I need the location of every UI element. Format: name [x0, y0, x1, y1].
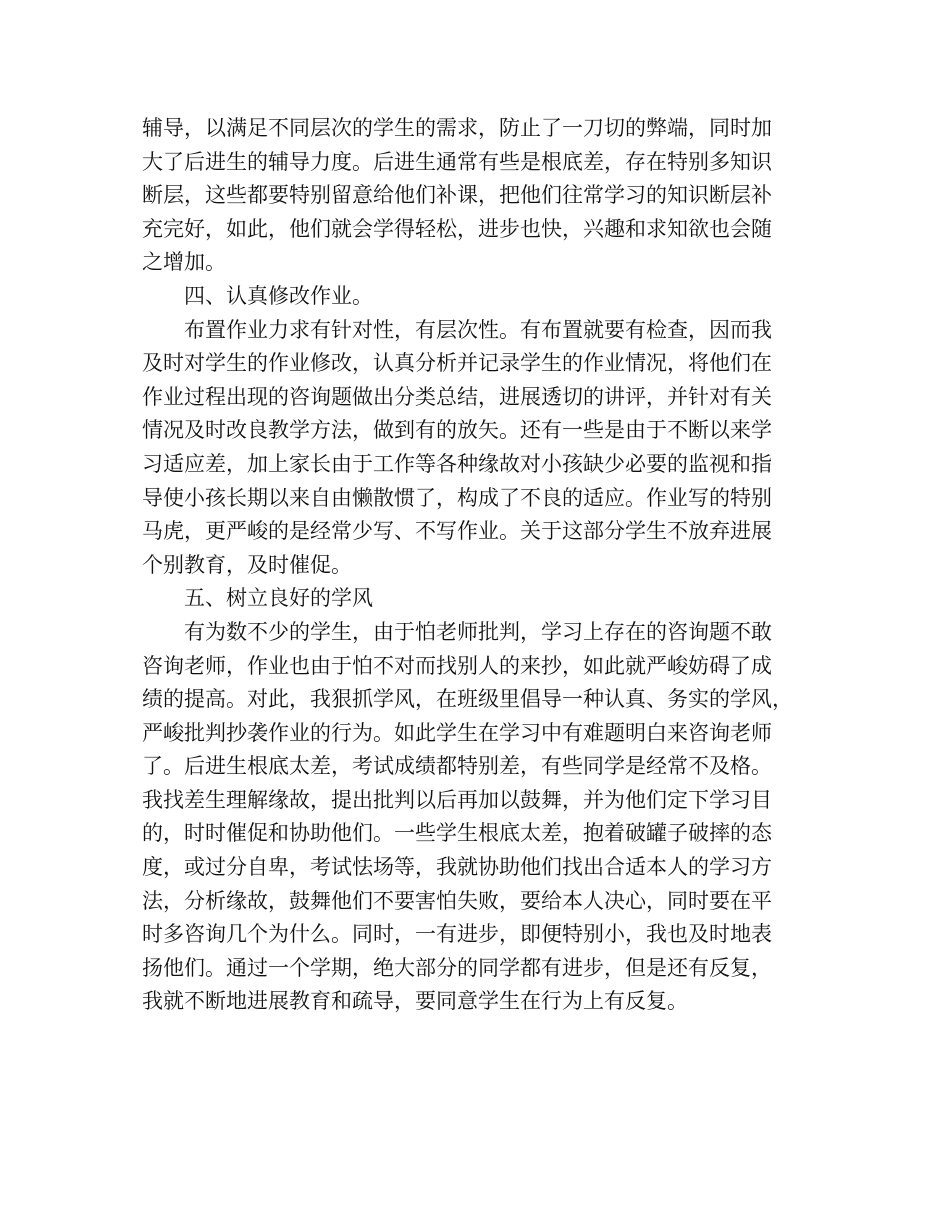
document-body [142, 112, 812, 1019]
text-line: 严峻批判抄袭作业的行为。如此学生在学习中有难题明白来咨询老师 [142, 720, 772, 745]
text-line: 布置作业力求有针对性，有层次性。有布置就要有检查，因而我 [184, 317, 772, 342]
body-paragraph [142, 314, 812, 583]
section-heading [142, 582, 812, 616]
text-line: 大了后进生的辅导力度。后进生通常有些是根底差，存在特别多知识 [142, 149, 772, 174]
text-line: 个别教育，及时催促。 [142, 552, 352, 577]
text-line: 我就不断地进展教育和疏导，要同意学生在行为上有反复。 [142, 989, 688, 1014]
text-line: 及时对学生的作业修改，认真分析并记录学生的作业情况，将他们在 [142, 351, 772, 376]
text-line: 情况及时改良教学方法，做到有的放矢。还有一些是由于不断以来学 [142, 418, 772, 443]
text-line: 导使小孩长期以来自由懒散惯了，构成了不良的适应。作业写的特别 [142, 485, 772, 510]
text-line: 断层，这些都要特别留意给他们补课，把他们往常学习的知识断层补 [142, 183, 772, 208]
text-line: 作业过程出现的咨询题做出分类总结，进展透切的讲评，并针对有关 [142, 384, 772, 409]
body-paragraph [142, 616, 812, 1019]
text-line: 有为数不少的学生，由于怕老师批判，学习上存在的咨询题不敢 [184, 619, 772, 644]
text-line: 时多咨询几个为什么。同时，一有进步，即便特别小，我也及时地表 [142, 922, 772, 947]
text-line: 法，分析缘故，鼓舞他们不要害怕失败，要给本人决心，同时要在平 [142, 888, 772, 913]
text-line: 的，时时催促和协助他们。一些学生根底太差，抱着破罐子破摔的态 [142, 821, 772, 846]
text-line: 度，或过分自卑，考试怯场等，我就协助他们找出合适本人的学习方 [142, 855, 772, 880]
text-line: 绩的提高。对此，我狠抓学风，在班级里倡导一种认真、务实的学风， [142, 687, 793, 712]
text-line: 马虎，更严峻的是经常少写、不写作业。关于这部分学生不放弃进展 [142, 519, 772, 544]
text-line: 四、认真修改作业。 [184, 283, 373, 308]
section-heading [142, 280, 812, 314]
text-line: 我找差生理解缘故，提出批判以后再加以鼓舞，并为他们定下学习目 [142, 787, 772, 812]
text-line: 之增加。 [142, 250, 226, 275]
text-line: 了。后进生根底太差，考试成绩都特别差，有些同学是经常不及格。 [142, 754, 772, 779]
text-line: 扬他们。通过一个学期，绝大部分的同学都有进步，但是还有反复， [142, 955, 772, 980]
text-line: 习适应差，加上家长由于工作等各种缘故对小孩缺少必要的监视和指 [142, 451, 772, 476]
text-line: 咨询老师，作业也由于怕不对而找别人的来抄，如此就严峻妨碍了成 [142, 653, 772, 678]
body-paragraph [142, 112, 812, 280]
text-line: 五、树立良好的学风 [184, 586, 373, 611]
text-line: 辅导，以满足不同层次的学生的需求，防止了一刀切的弊端，同时加 [142, 116, 772, 140]
text-line: 充完好，如此，他们就会学得轻松，进步也快，兴趣和求知欲也会随 [142, 216, 772, 241]
